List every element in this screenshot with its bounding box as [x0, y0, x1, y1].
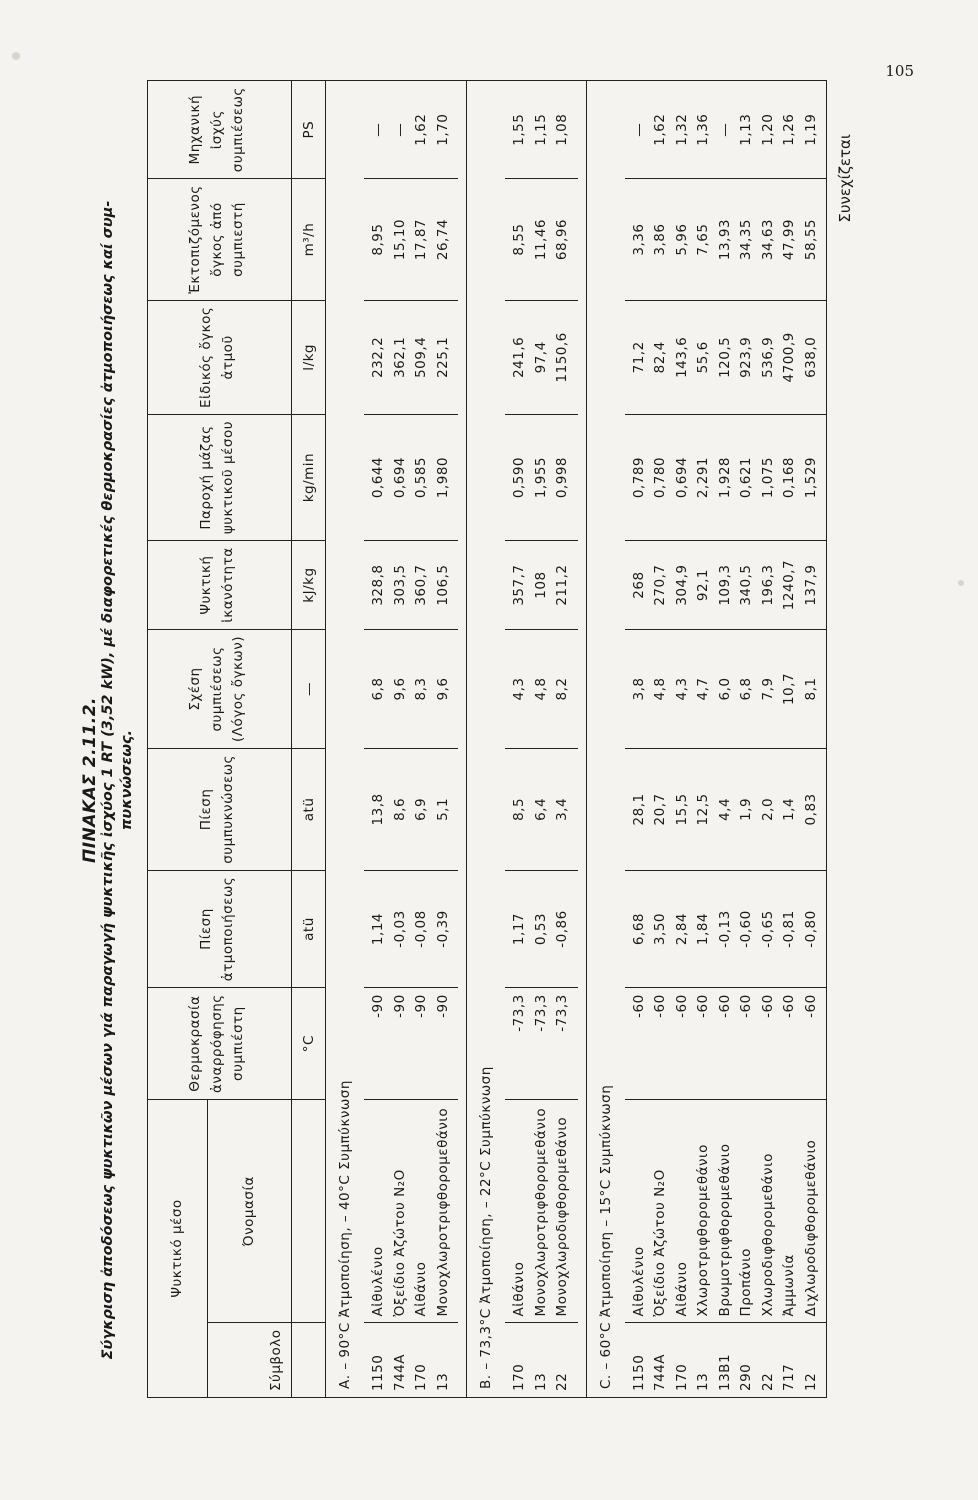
table-cell: 196,3 — [759, 564, 776, 606]
column-c8 — [625, 179, 827, 300]
table-cell: 8,5 — [511, 797, 527, 821]
unit-cell: kg/min — [292, 414, 326, 540]
table-cell: — — [716, 122, 733, 137]
table-cell: 1,19 — [802, 113, 819, 146]
column-c8 — [364, 179, 458, 300]
table-cell: 2,84 — [673, 913, 690, 946]
table-cell: 1150 — [630, 1354, 647, 1391]
unit-cell: atü — [292, 870, 326, 987]
table-cell: 1,075 — [759, 457, 776, 499]
table-cell: 7,65 — [695, 223, 711, 256]
table-cell: 170 — [511, 1363, 527, 1391]
column-c5 — [625, 541, 827, 630]
table-cell: 1,26 — [781, 113, 797, 146]
table-cell: 9,6 — [391, 677, 408, 701]
header-suction-temp: Θερμοκρασία ἀναρρόφησης συμπιέστη — [148, 988, 292, 1100]
table-cell: 1,529 — [802, 457, 819, 499]
table-cell: 1,17 — [511, 913, 527, 946]
table-cell: 13,93 — [716, 218, 733, 261]
table-cell: 232,2 — [370, 336, 386, 378]
table-cell: Μονοχλωροδιφθορομεθάνιο — [554, 1116, 570, 1317]
column-c7 — [505, 300, 578, 414]
table-cell: Αἰθάνιο — [511, 1261, 527, 1317]
table-cell: Βρωμοτριφθορομεθάνιο — [716, 1143, 733, 1317]
table-cell: 0,789 — [630, 457, 647, 499]
table-cell: 1240,7 — [781, 559, 797, 611]
table-cell: 211,2 — [554, 564, 570, 606]
column-c2 — [505, 870, 578, 987]
table-cell: Αἰθάνιο — [413, 1261, 429, 1317]
table-cell: 536,9 — [759, 336, 776, 378]
table-cell: 82,4 — [652, 341, 668, 374]
table-cell: -60 — [695, 994, 711, 1018]
column-c9 — [625, 81, 827, 179]
table-cell: -0,08 — [413, 910, 429, 948]
column-sym — [505, 1323, 578, 1398]
table-cell: 717 — [781, 1363, 797, 1391]
page-number: 105 — [885, 62, 914, 80]
column-c1 — [505, 988, 578, 1100]
unit-cell: m³/h — [292, 179, 326, 300]
column-c7 — [364, 300, 458, 414]
table-cell: 303,5 — [391, 564, 408, 606]
table-cell: 1,15 — [532, 113, 549, 146]
table-cell: 8,2 — [554, 677, 570, 701]
table-cell: 0,998 — [554, 457, 570, 499]
table-cell: -0,13 — [716, 910, 733, 948]
table-cell: 109,3 — [716, 564, 733, 606]
table-cell: 1,9 — [738, 797, 754, 821]
table-cell: Μονοχλωροτριφθορομεθάνιο — [434, 1107, 451, 1317]
table-cell: 170 — [413, 1363, 429, 1391]
table-cell: -60 — [652, 994, 668, 1018]
table-cell: 97,4 — [532, 341, 549, 374]
table-cell: -73,3 — [511, 994, 527, 1032]
table-cell: 1,62 — [413, 113, 429, 146]
table-cell: 744A — [652, 1353, 668, 1391]
column-c3 — [364, 749, 458, 871]
table-cell: Αἰθυλένιο — [370, 1246, 386, 1317]
column-c7 — [625, 300, 827, 414]
continued-note: Συνεχίζεται — [836, 134, 854, 223]
table-cell: 1,13 — [738, 113, 754, 146]
table-cell: 362,1 — [391, 336, 408, 378]
column-c3 — [625, 749, 827, 871]
header-displaced-volume: Ἐκτοπιζόμενος ὄγκος ἀπό συμπιεστή — [148, 179, 292, 300]
column-c5 — [505, 541, 578, 630]
table-cell: 71,2 — [630, 341, 647, 374]
header-evap-pressure: Πίεση ἀτμοποιήσεως — [148, 870, 292, 987]
table-cell: 1150 — [370, 1354, 386, 1391]
table-cell: 13,8 — [370, 793, 386, 826]
table-cell: 0,694 — [391, 457, 408, 499]
table-cell: Μονοχλωροτριφθορομεθάνιο — [532, 1107, 549, 1317]
table-cell: 15,10 — [391, 218, 408, 261]
table-cell: -73,3 — [532, 994, 549, 1032]
table-cell: 55,6 — [695, 341, 711, 374]
table-cell: 92,1 — [695, 569, 711, 602]
column-c2 — [625, 870, 827, 987]
table-cell: 0,83 — [802, 793, 819, 826]
table-cell: 3,86 — [652, 223, 668, 256]
table-cell: 12,5 — [695, 793, 711, 826]
unit-cell: — — [292, 629, 326, 748]
table-cell: 3,36 — [630, 223, 647, 256]
column-c3 — [505, 749, 578, 871]
table-cell: 268 — [630, 571, 647, 599]
table-cell: 638,0 — [802, 336, 819, 378]
column-c4 — [364, 629, 458, 748]
table-cell: 4,3 — [673, 677, 690, 701]
column-sym — [625, 1323, 827, 1398]
table-cell: -60 — [630, 994, 647, 1018]
table-cell: 0,590 — [511, 457, 527, 499]
section-title: Β. – 73,3°C Ἀτμοποίηση, – 22°C Συμπύκνωση — [467, 81, 506, 1398]
table-cell: 143,6 — [673, 336, 690, 378]
table-cell: 1,84 — [695, 913, 711, 946]
column-c6 — [505, 414, 578, 540]
table-cell: 6,4 — [532, 797, 549, 821]
table-cell: 1,55 — [511, 113, 527, 146]
table-cell: 58,55 — [802, 218, 819, 261]
unit-cell: °C — [292, 988, 326, 1100]
column-sym — [364, 1323, 458, 1398]
table-caption-line-1: Σύγκριση ἀποδόσεως ψυκτικῶν μέσων γιά παραγωγή ψυκτικῆς ἰσχύος 1 RT (3,52 kW), μέ διαφορετικές θερμοκρασίες ἀτμοποιήσεως καί συμ- — [100, 200, 116, 1360]
table-cell: -60 — [759, 994, 776, 1018]
table-cell: 11,46 — [532, 218, 549, 261]
table-cell: 6,68 — [630, 913, 647, 946]
table-cell: 304,9 — [673, 564, 690, 606]
column-c6 — [364, 414, 458, 540]
table-cell: -0,65 — [759, 910, 776, 948]
table-cell: — — [630, 122, 647, 137]
column-c8 — [505, 179, 578, 300]
table-cell: 22 — [554, 1372, 570, 1391]
table-cell: 357,7 — [511, 564, 527, 606]
header-mass-flow: Παροχή μάζας ψυκτικοῦ μέσου — [148, 414, 292, 540]
table-cell: 137,9 — [802, 564, 819, 606]
table-cell: 26,74 — [434, 218, 451, 261]
column-c6 — [625, 414, 827, 540]
table-cell: 6,0 — [716, 677, 733, 701]
table-cell: Χλωροδιφθορομεθάνιο — [759, 1153, 776, 1317]
table-cell: 1,20 — [759, 113, 776, 146]
column-c2 — [364, 870, 458, 987]
section-title: C. – 60°C Ἀτμοποίηση – 15°C Συμπύκνωση — [586, 81, 625, 1398]
table-cell: 0,780 — [652, 457, 668, 499]
header-specific-volume: Εἰδικός ὄγκος ἀτμοῦ — [148, 300, 292, 414]
table-cell: Διχλωροδιφθορομεθάνιο — [802, 1139, 819, 1317]
unit-cell: atü — [292, 749, 326, 871]
refrigerant-comparison-table — [147, 80, 827, 1398]
table-cell: 1,32 — [673, 113, 690, 146]
table-cell: 108 — [532, 571, 549, 599]
table-cell: Αἰθάνιο — [673, 1261, 690, 1317]
table-cell: -60 — [716, 994, 733, 1018]
column-c9 — [364, 81, 458, 179]
table-cell: 0,621 — [738, 457, 754, 499]
table-cell: -0,03 — [391, 910, 408, 948]
table-cell: 34,35 — [738, 218, 754, 261]
column-c1 — [364, 988, 458, 1100]
table-cell: -90 — [413, 994, 429, 1018]
table-cell: 8,6 — [391, 797, 408, 821]
section-title: Α. – 90°C Ἀτμοποίηση, – 40°C Συμπύκνωση — [326, 81, 365, 1398]
table-cell: 1,70 — [434, 113, 451, 146]
table-cell: 744A — [391, 1353, 408, 1391]
table-cell: 10,7 — [781, 672, 797, 706]
table-cell: 1150,6 — [554, 332, 570, 383]
table-cell: -90 — [370, 994, 386, 1018]
column-c4 — [505, 629, 578, 748]
table-cell: 340,5 — [738, 564, 754, 606]
column-name — [364, 1100, 458, 1323]
header-cond-pressure: Πίεση συμπυκνώσεως — [148, 749, 292, 871]
table-cell: -73,3 — [554, 994, 570, 1032]
table-cell: 0,694 — [673, 457, 690, 499]
header-medium: Ψυκτικό μέσο — [148, 1100, 208, 1398]
table-cell: 8,3 — [413, 677, 429, 701]
table-cell: 0,585 — [413, 457, 429, 499]
table-cell: — — [391, 122, 408, 137]
table-cell: 13 — [532, 1372, 549, 1391]
table-cell: Αἰθυλένιο — [630, 1246, 647, 1317]
table-caption-line-2: πυκνώσεως. — [119, 729, 135, 831]
table-cell: 68,96 — [554, 218, 570, 261]
table-cell: 1,980 — [434, 457, 451, 499]
column-name — [625, 1100, 827, 1323]
table-cell: 2,0 — [759, 797, 776, 821]
table-cell: Προπάνιο — [738, 1248, 754, 1317]
table-cell: 1,62 — [652, 113, 668, 146]
table-cell: 1,955 — [532, 457, 549, 499]
table-cell: 1,928 — [716, 457, 733, 499]
table-cell: 34,63 — [759, 218, 776, 261]
table-cell: 290 — [738, 1363, 754, 1391]
table-cell: -0,80 — [802, 910, 819, 948]
table-cell: 0,168 — [781, 457, 797, 499]
table-cell: 5,96 — [673, 223, 690, 256]
table-cell: 1,14 — [370, 913, 386, 946]
table-cell: 360,7 — [413, 564, 429, 606]
table-cell: 8,1 — [802, 677, 819, 701]
table-cell: -0,60 — [738, 910, 754, 948]
table-cell: 1,08 — [554, 113, 570, 146]
table-cell: 120,5 — [716, 336, 733, 378]
header-compression-ratio: Σχέση συμπιέσεως (Λόγος ὄγκων) — [148, 629, 292, 748]
table-cell: -90 — [434, 994, 451, 1018]
column-name — [505, 1100, 578, 1323]
table-cell: Ὀξείδιο Ἀζώτου N₂O — [391, 1169, 408, 1317]
table-cell: 4,4 — [716, 797, 733, 821]
table-cell: 6,8 — [738, 677, 754, 701]
table-cell: 28,1 — [630, 793, 647, 826]
table-cell: 2,291 — [695, 457, 711, 499]
table-cell: -60 — [673, 994, 690, 1018]
table-cell: 4,3 — [511, 677, 527, 701]
table-cell: 170 — [673, 1363, 690, 1391]
table-cell: 13 — [434, 1372, 451, 1391]
table-cell: -0,86 — [554, 910, 570, 948]
table-cell: 1,36 — [695, 113, 711, 146]
table-cell: 3,4 — [554, 797, 570, 821]
table-cell: 15,5 — [673, 793, 690, 826]
table-cell: 6,9 — [413, 797, 429, 821]
paper-stain — [958, 580, 964, 586]
table-caption-title: ΠΙΝΑΚΑΣ 2.11.2. — [80, 697, 100, 863]
table-cell: 13 — [695, 1372, 711, 1391]
column-c1 — [625, 988, 827, 1100]
header-symbol: Σύμβολο — [208, 1323, 292, 1398]
table-cell: 12 — [802, 1372, 819, 1391]
table-cell: — — [370, 122, 386, 137]
table-cell: 8,55 — [511, 223, 527, 256]
table-cell: -0,81 — [781, 910, 797, 948]
table-cell: Ἀμμωνία — [781, 1254, 797, 1317]
table-cell: 17,87 — [413, 218, 429, 261]
table-cell: 5,1 — [434, 797, 451, 821]
table-cell: 3,8 — [630, 677, 647, 701]
header-name: Όνομασία — [208, 1100, 292, 1323]
table-cell: 1,4 — [781, 797, 797, 821]
header-compression-power: Μηχανική ἰσχύς συμπιέσεως — [148, 81, 292, 179]
table-cell: 923,9 — [738, 336, 754, 378]
table-cell: 241,6 — [511, 336, 527, 378]
table-cell: 3,50 — [652, 913, 668, 946]
table-cell: -60 — [781, 994, 797, 1018]
table-cell: -90 — [391, 994, 408, 1018]
table-cell: -0,39 — [434, 910, 451, 948]
table-cell: 20,7 — [652, 793, 668, 826]
table-cell: -60 — [802, 994, 819, 1018]
header-refrig-capacity: Ψυκτική ἱκανότητα — [148, 541, 292, 630]
table-cell: 7,9 — [759, 677, 776, 701]
unit-cell: PS — [292, 81, 326, 179]
table-cell: 106,5 — [434, 564, 451, 606]
table-cell: 0,53 — [532, 913, 549, 946]
table-cell: 22 — [759, 1372, 776, 1391]
table-cell: 225,1 — [434, 336, 451, 378]
table-cell: 6,8 — [370, 677, 386, 701]
table-cell: 328,8 — [370, 564, 386, 606]
column-c4 — [625, 629, 827, 748]
table-cell: 4,7 — [695, 677, 711, 701]
table-cell: 0,644 — [370, 457, 386, 499]
column-c5 — [364, 541, 458, 630]
table-cell: 4700,9 — [781, 332, 797, 383]
table-cell: 270,7 — [652, 564, 668, 606]
table-cell: Χλωροτριφθορομεθάνιο — [695, 1144, 711, 1317]
table-cell: 13B1 — [716, 1353, 733, 1391]
unit-cell: l/kg — [292, 300, 326, 414]
paper-stain — [12, 52, 20, 60]
unit-cell: kJ/kg — [292, 541, 326, 630]
table-cell: 4,8 — [652, 677, 668, 701]
table-cell: 509,4 — [413, 336, 429, 378]
table-cell: 4,8 — [532, 677, 549, 701]
table-cell: 8,95 — [370, 223, 386, 256]
column-c9 — [505, 81, 578, 179]
table-cell: -60 — [738, 994, 754, 1018]
rotated-table-page — [0, 80, 900, 1480]
table-cell: 47,99 — [781, 218, 797, 261]
table-cell: Ὀξείδιο Ἀζώτου N₂O — [652, 1169, 668, 1317]
table-cell: 9,6 — [434, 677, 451, 701]
